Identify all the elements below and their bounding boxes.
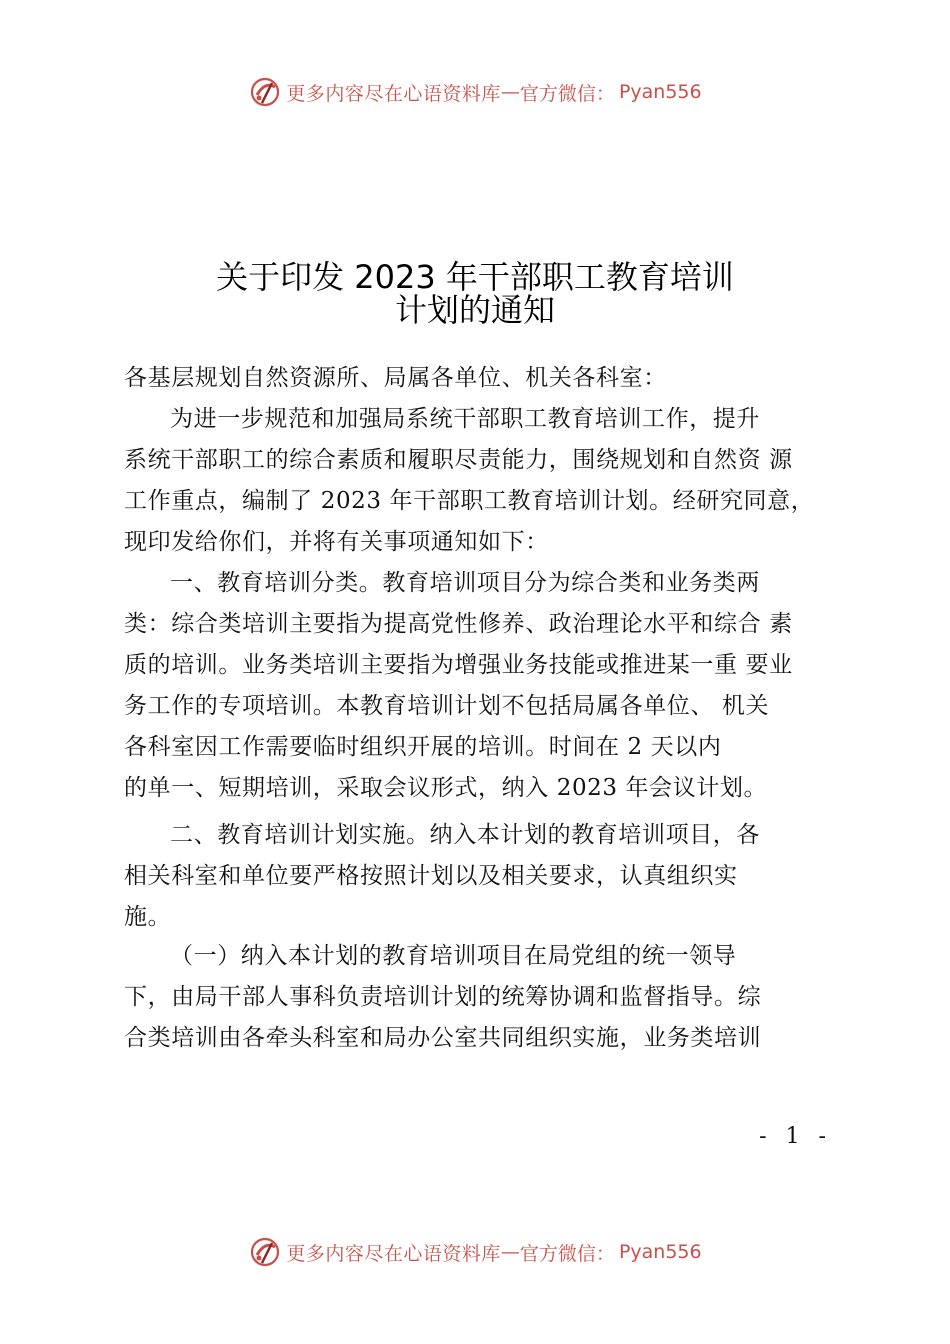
paragraph-3-line: 相关科室和单位要严格按照计划以及相关要求，认真组织实 — [124, 863, 738, 889]
paragraph-1-line: 工作重点，编制了 2023 年干部职工教育培训计划。经研究同意， — [124, 488, 815, 514]
watermark-separator: — — [500, 81, 520, 103]
paragraph-4 — [124, 936, 830, 1059]
paragraph-1 — [124, 399, 830, 563]
watermark-header — [0, 72, 950, 112]
watermark-text: 更多内容尽在心语资料库 — [286, 82, 501, 105]
paragraph-1-line: 为进一步规范和加强局系统干部职工教育培训工作，提升 — [170, 406, 760, 432]
paragraph-1-line: 现印发给你们，并将有关事项通知如下： — [124, 529, 549, 555]
paragraph-2-line: 一、教育培训分类。教育培训项目分为综合类和业务类两 — [170, 570, 760, 596]
watermark-wechat-id: Pyan556 — [618, 1241, 702, 1263]
document-title-line2: 计划的通知 — [394, 291, 555, 329]
watermark-wechat-label: 官方微信： — [519, 82, 615, 105]
watermark-text: 更多内容尽在心语资料库 — [286, 1242, 501, 1265]
paragraph-3-line: 施。 — [124, 904, 172, 930]
salutation-text: 各基层规划自然资源所、局属各单位、机关各科室： — [124, 365, 667, 391]
paragraph-4-line: （一）纳入本计划的教育培训项目在局党组的统一领导 — [170, 943, 737, 969]
document-title-line1: 关于印发 2023 年干部职工教育培训 — [216, 258, 734, 296]
paragraph-2 — [124, 563, 830, 809]
paragraph-2-line: 类：综合类培训主要指为提高党性修养、政治理论水平和综合 素 — [124, 611, 793, 637]
logo-icon — [248, 1235, 282, 1269]
paragraph-2-line: 各科室因工作需要临时组织开展的培训。时间在 2 天以内 — [124, 734, 722, 760]
paragraph-2-line: 质的培训。业务类培训主要指为增强业务技能或推进某一重 要业 — [124, 652, 793, 678]
logo-icon — [248, 75, 282, 109]
paragraph-1-line: 系统干部职工的综合素质和履职尽责能力，围绕规划和自然资 源 — [124, 447, 793, 473]
watermark-wechat-id: Pyan556 — [618, 81, 702, 103]
page-number: - 1 - — [759, 1124, 832, 1149]
paragraph-3 — [124, 815, 830, 938]
paragraph-2-line: 的单一、短期培训，采取会议形式，纳入 2023 年会议计划。 — [124, 775, 768, 801]
watermark-footer — [0, 1232, 950, 1272]
paragraph-3-line: 二、教育培训计划实施。纳入本计划的教育培训项目，各 — [170, 822, 760, 848]
salutation — [124, 358, 830, 399]
watermark-wechat-label: 官方微信： — [519, 1242, 615, 1265]
paragraph-4-line: 合类培训由各牵头科室和局办公室共同组织实施，业务类培训 — [124, 1025, 762, 1051]
watermark-separator: — — [500, 1241, 520, 1263]
paragraph-2-line: 务工作的专项培训。本教育培训计划不包括局属各单位、 机关 — [124, 693, 770, 719]
paragraph-4-line: 下，由局干部人事科负责培训计划的统筹协调和监督指导。综 — [124, 984, 762, 1010]
